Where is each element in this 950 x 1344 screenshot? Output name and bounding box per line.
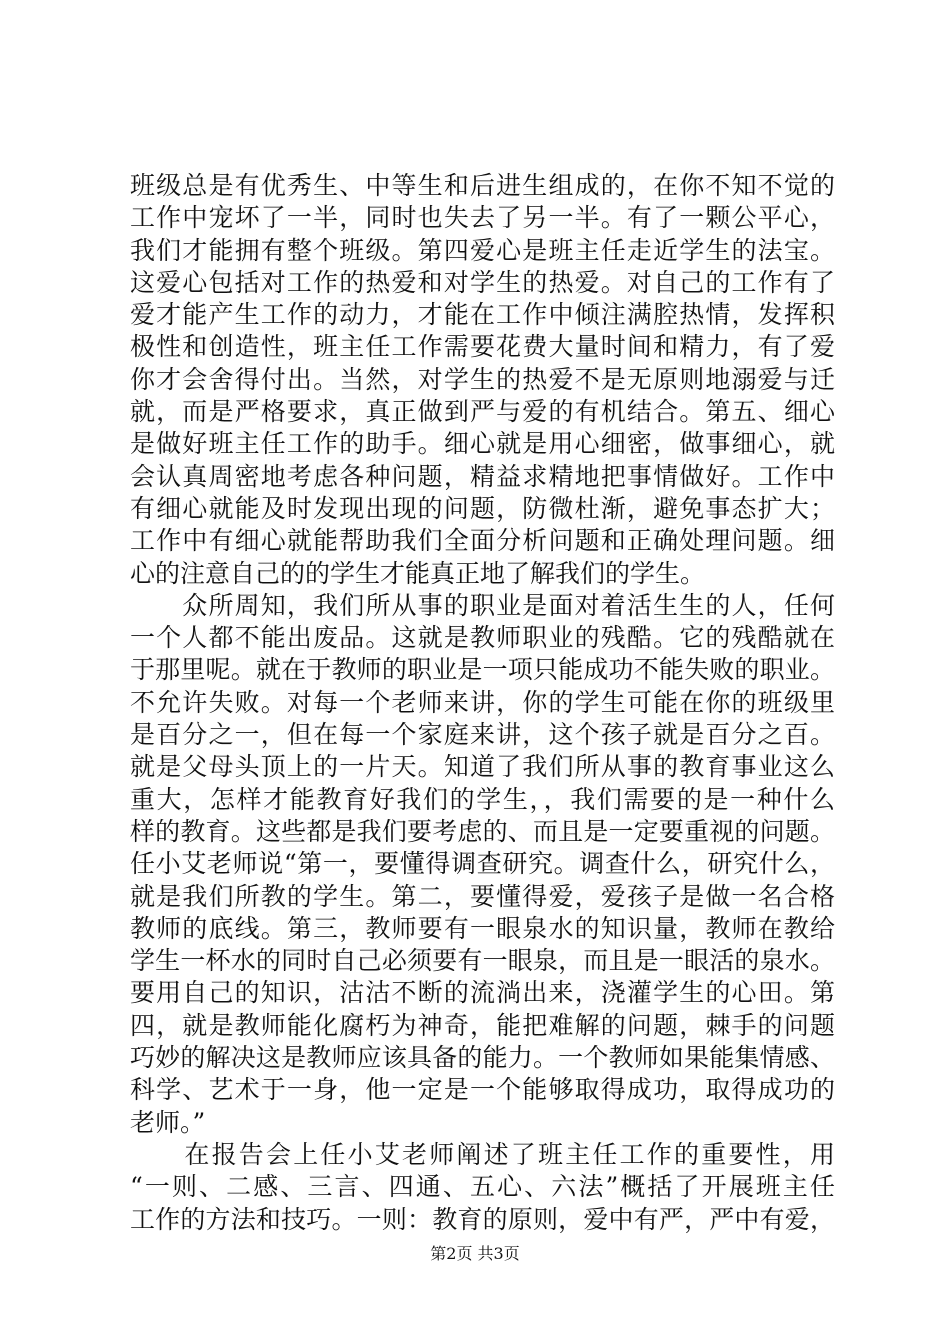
text-line: 就是父母头顶上的一片天。知道了我们所从事的教育事业这么 <box>130 752 835 782</box>
text-line: 不允许失败。对每一个老师来讲，你的学生可能在你的班级里 <box>130 687 835 717</box>
text-line: 极性和创造性，班主任工作需要花费大量时间和精力，有了爱 <box>130 332 835 362</box>
text-line: 科学、艺术于一身，他一定是一个能够取得成功，取得成功的 <box>130 1075 835 1105</box>
text-line: 就，而是严格要求，真正做到严与爱的有机结合。第五、细心 <box>130 397 835 427</box>
text-line: 是做好班主任工作的助手。细心就是用心细密，做事细心，就 <box>130 429 835 459</box>
text-line: 于那里呢。就在于教师的职业是一项只能成功不能失败的职业。 <box>130 655 835 685</box>
document-body <box>130 170 835 1236</box>
text-line: 你才会舍得付出。当然，对学生的热爱不是无原则地溺爱与迁 <box>130 364 835 394</box>
text-line: 要用自己的知识，沽沽不断的流淌出来，浇灌学生的心田。第 <box>130 978 835 1008</box>
text-line: 巧妙的解决这是教师应该具备的能力。一个教师如果能集情感、 <box>130 1043 835 1073</box>
text-line: 学生一杯水的同时自己必须要有一眼泉，而且是一眼活的泉水。 <box>130 946 835 976</box>
page-footer <box>0 1244 950 1264</box>
text-line: 会认真周密地考虑各种问题，精益求精地把事情做好。工作中 <box>130 461 835 491</box>
text-line: “一则、二感、三言、四通、五心、六法”概括了开展班主任 <box>130 1172 835 1202</box>
text-line: 工作的方法和技巧。一则：教育的原则，爱中有严，严中有爱， <box>130 1204 835 1234</box>
page-number: 第2页 共3页 <box>430 1244 520 1263</box>
text-line: 重大，怎样才能教育好我们的学生，，我们需要的是一种什么 <box>130 784 835 814</box>
text-line: 众所周知，我们所从事的职业是面对着活生生的人，任何 <box>130 590 835 620</box>
text-line: 爱才能产生工作的动力，才能在工作中倾注满腔热情，发挥积 <box>130 300 835 330</box>
text-line: 就是我们所教的学生。第二，要懂得爱，爱孩子是做一名合格 <box>130 881 835 911</box>
text-line: 老师。” <box>130 1107 206 1137</box>
text-line: 这爱心包括对工作的热爱和对学生的热爱。对自己的工作有了 <box>130 267 835 297</box>
text-line: 有细心就能及时发现出现的问题，防微杜渐，避免事态扩大； <box>130 493 835 523</box>
text-line: 工作中有细心就能帮助我们全面分析问题和正确处理问题。细 <box>130 526 835 556</box>
text-line: 样的教育。这些都是我们要考虑的、而且是一定要重视的问题。 <box>130 816 835 846</box>
text-line: 任小艾老师说“第一，要懂得调查研究。调查什么，研究什么， <box>130 849 835 879</box>
text-line: 四，就是教师能化腐朽为神奇，能把难解的问题，棘手的问题 <box>130 1010 835 1040</box>
text-line: 班级总是有优秀生、中等生和后进生组成的，在你不知不觉的 <box>130 171 835 200</box>
text-line: 一个人都不能出废品。这就是教师职业的残酷。它的残酷就在 <box>130 623 835 653</box>
text-line: 心的注意自己的的学生才能真正地了解我们的学生。 <box>130 558 706 588</box>
text-line: 我们才能拥有整个班级。第四爱心是班主任走近学生的法宝。 <box>130 235 835 265</box>
text-line: 工作中宠坏了一半，同时也失去了另一半。有了一颗公平心， <box>130 203 835 233</box>
text-line: 在报告会上任小艾老师阐述了班主任工作的重要性，用 <box>130 1139 835 1169</box>
text-line: 教师的底线。第三，教师要有一眼泉水的知识量，教师在教给 <box>130 913 835 943</box>
text-line: 是百分之一，但在每一个家庭来讲，这个孩子就是百分之百。 <box>130 720 835 750</box>
